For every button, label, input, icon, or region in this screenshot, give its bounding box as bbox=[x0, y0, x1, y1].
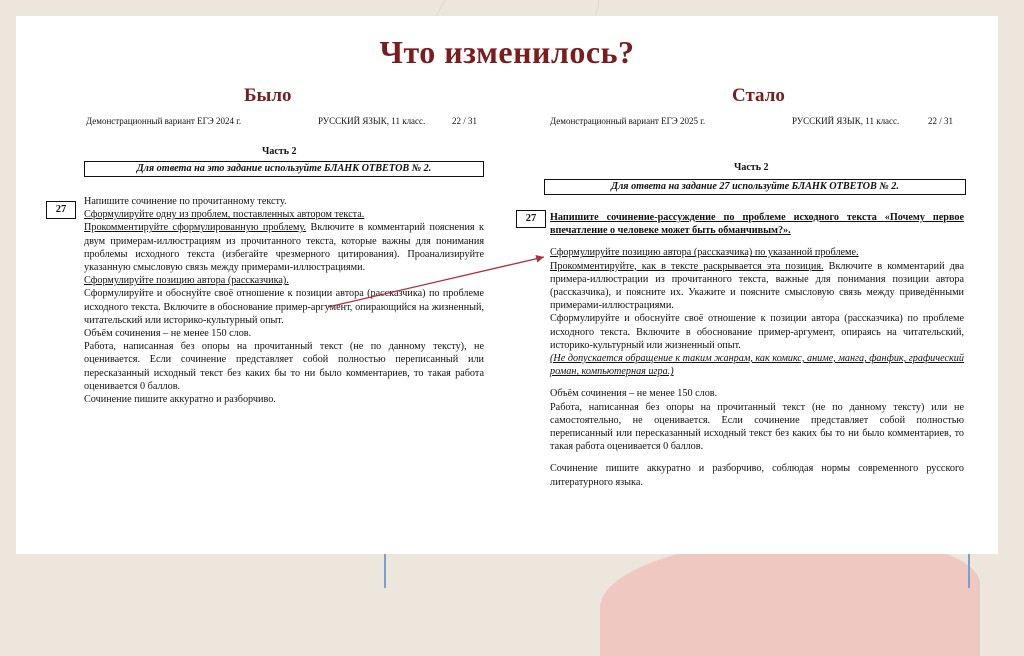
answer-form-box: Для ответа на это задание используйте БЛАНК ОТВЕТОВ № 2. bbox=[84, 161, 484, 177]
decorative-line bbox=[968, 548, 970, 588]
task-intro-text: Напишите сочинение-рассуждение по проблеме исходного текста bbox=[550, 212, 877, 223]
task-line: Включите в комментарий пояснения к двум примерам-иллюстрациям из прочитанного текста, которые важны для понимания проблемы исходного текста (избегайте чрезмерного цитирования). Проанализируйте указанную смысловую связь между примерами-иллюстрациями. bbox=[84, 222, 484, 274]
task-line: Сформулируйте позицию автора (рассказчика). bbox=[84, 275, 289, 287]
doc-meta-subject: РУССКИЙ ЯЗЫК, 11 класс. bbox=[792, 116, 900, 126]
doc-meta-page: 22 / 31 bbox=[452, 116, 478, 126]
task-line: Работа, написанная без опоры на прочитанный текст (не по данному тексту) или не самостоятельно, не оценивается. Если сочинение представляет собой полностью переписанный или пересказанный исходный текст без каких бы то ни было комментариев, то такая работа оценивается 0 баллов. bbox=[550, 401, 964, 453]
task-line: Сочинение пишите аккуратно и разборчиво. bbox=[84, 394, 276, 406]
slide-title: Что изменилось? bbox=[379, 34, 635, 70]
decorative-blob bbox=[600, 536, 980, 656]
answer-form-box: Для ответа на задание 27 используйте БЛАНК ОТВЕТОВ № 2. bbox=[544, 179, 966, 195]
task-line: Напишите сочинение по прочитанному тексту. bbox=[84, 196, 287, 207]
decorative-line bbox=[384, 548, 386, 588]
doc-meta-variant: Демонстрационный вариант ЕГЭ 2024 г. bbox=[86, 116, 242, 126]
task-number: 27 bbox=[46, 201, 76, 219]
before-heading: Было bbox=[244, 85, 292, 106]
task-line: Сформулируйте позицию автора (рассказчика) по указанной проблеме. bbox=[550, 247, 859, 259]
task-number: 27 bbox=[516, 210, 546, 228]
part-label: Часть 2 bbox=[262, 146, 297, 157]
task-line: Работа, написанная без опоры на прочитанный текст (не по данному тексту), не оценивается. Если сочинение представляет собой полностью переписанный или пересказанный исходный текст без каких бы то ни было комментариев, то такая работа оценивается 0 баллов. bbox=[84, 341, 484, 392]
change-arrow bbox=[16, 16, 998, 554]
doc-meta-page: 22 / 31 bbox=[928, 116, 954, 126]
task-line: Сформулируйте и обоснуйте своё отношение к позиции автора (рассказчика) по проблеме исходного текста. Включите в обоснование пример-аргумент, опирающийся на жизненный, читательский или историко-культурный опыт. bbox=[84, 288, 484, 326]
task-line: Включите в комментарий два примера-иллюстрации из прочитанного текста, важные для понимания позиции автора (рассказчика), и поясните их. Укажите и поясните смысловую связь между приведёнными примерами-иллюстрациями. bbox=[550, 260, 965, 312]
task-line: Сформулируйте и обоснуйте своё отношение к позиции автора (рассказчика) по проблеме исходного текста. Включите в обоснование пример-аргумент, опираясь на читательский, историко-культурный или жизненный опыт. bbox=[550, 313, 964, 351]
part-label: Часть 2 bbox=[734, 162, 769, 173]
task-note: (Не допускается обращение к таким жанрам, как комикс, аниме, манга, фанфик, графический роман, компьютерная игра.) bbox=[550, 353, 964, 378]
task-intro-quote: «Почему первое впечатление о человеке может быть обманчивым?». bbox=[550, 212, 964, 237]
task-line: Сформулируйте одну из проблем, поставленных автором текста. bbox=[84, 209, 365, 221]
task-line-underlined: Прокомментируйте сформулированную проблему. bbox=[84, 222, 307, 234]
task-line: Объём сочинения – не менее 150 слов. bbox=[84, 328, 252, 340]
task-line: Сочинение пишите аккуратно и разборчиво, соблюдая нормы современного русского литературного языка. bbox=[550, 463, 964, 488]
task-line-underlined: Прокомментируйте, как в тексте раскрывается эта позиция. bbox=[550, 260, 824, 272]
after-heading: Стало bbox=[732, 85, 785, 106]
doc-meta-variant: Демонстрационный вариант ЕГЭ 2025 г. bbox=[550, 116, 706, 126]
doc-meta-subject: РУССКИЙ ЯЗЫК, 11 класс. bbox=[318, 116, 426, 126]
task-line: Объём сочинения – не менее 150 слов. bbox=[550, 388, 718, 400]
arrow-line bbox=[328, 257, 544, 307]
slide-card bbox=[16, 16, 998, 554]
